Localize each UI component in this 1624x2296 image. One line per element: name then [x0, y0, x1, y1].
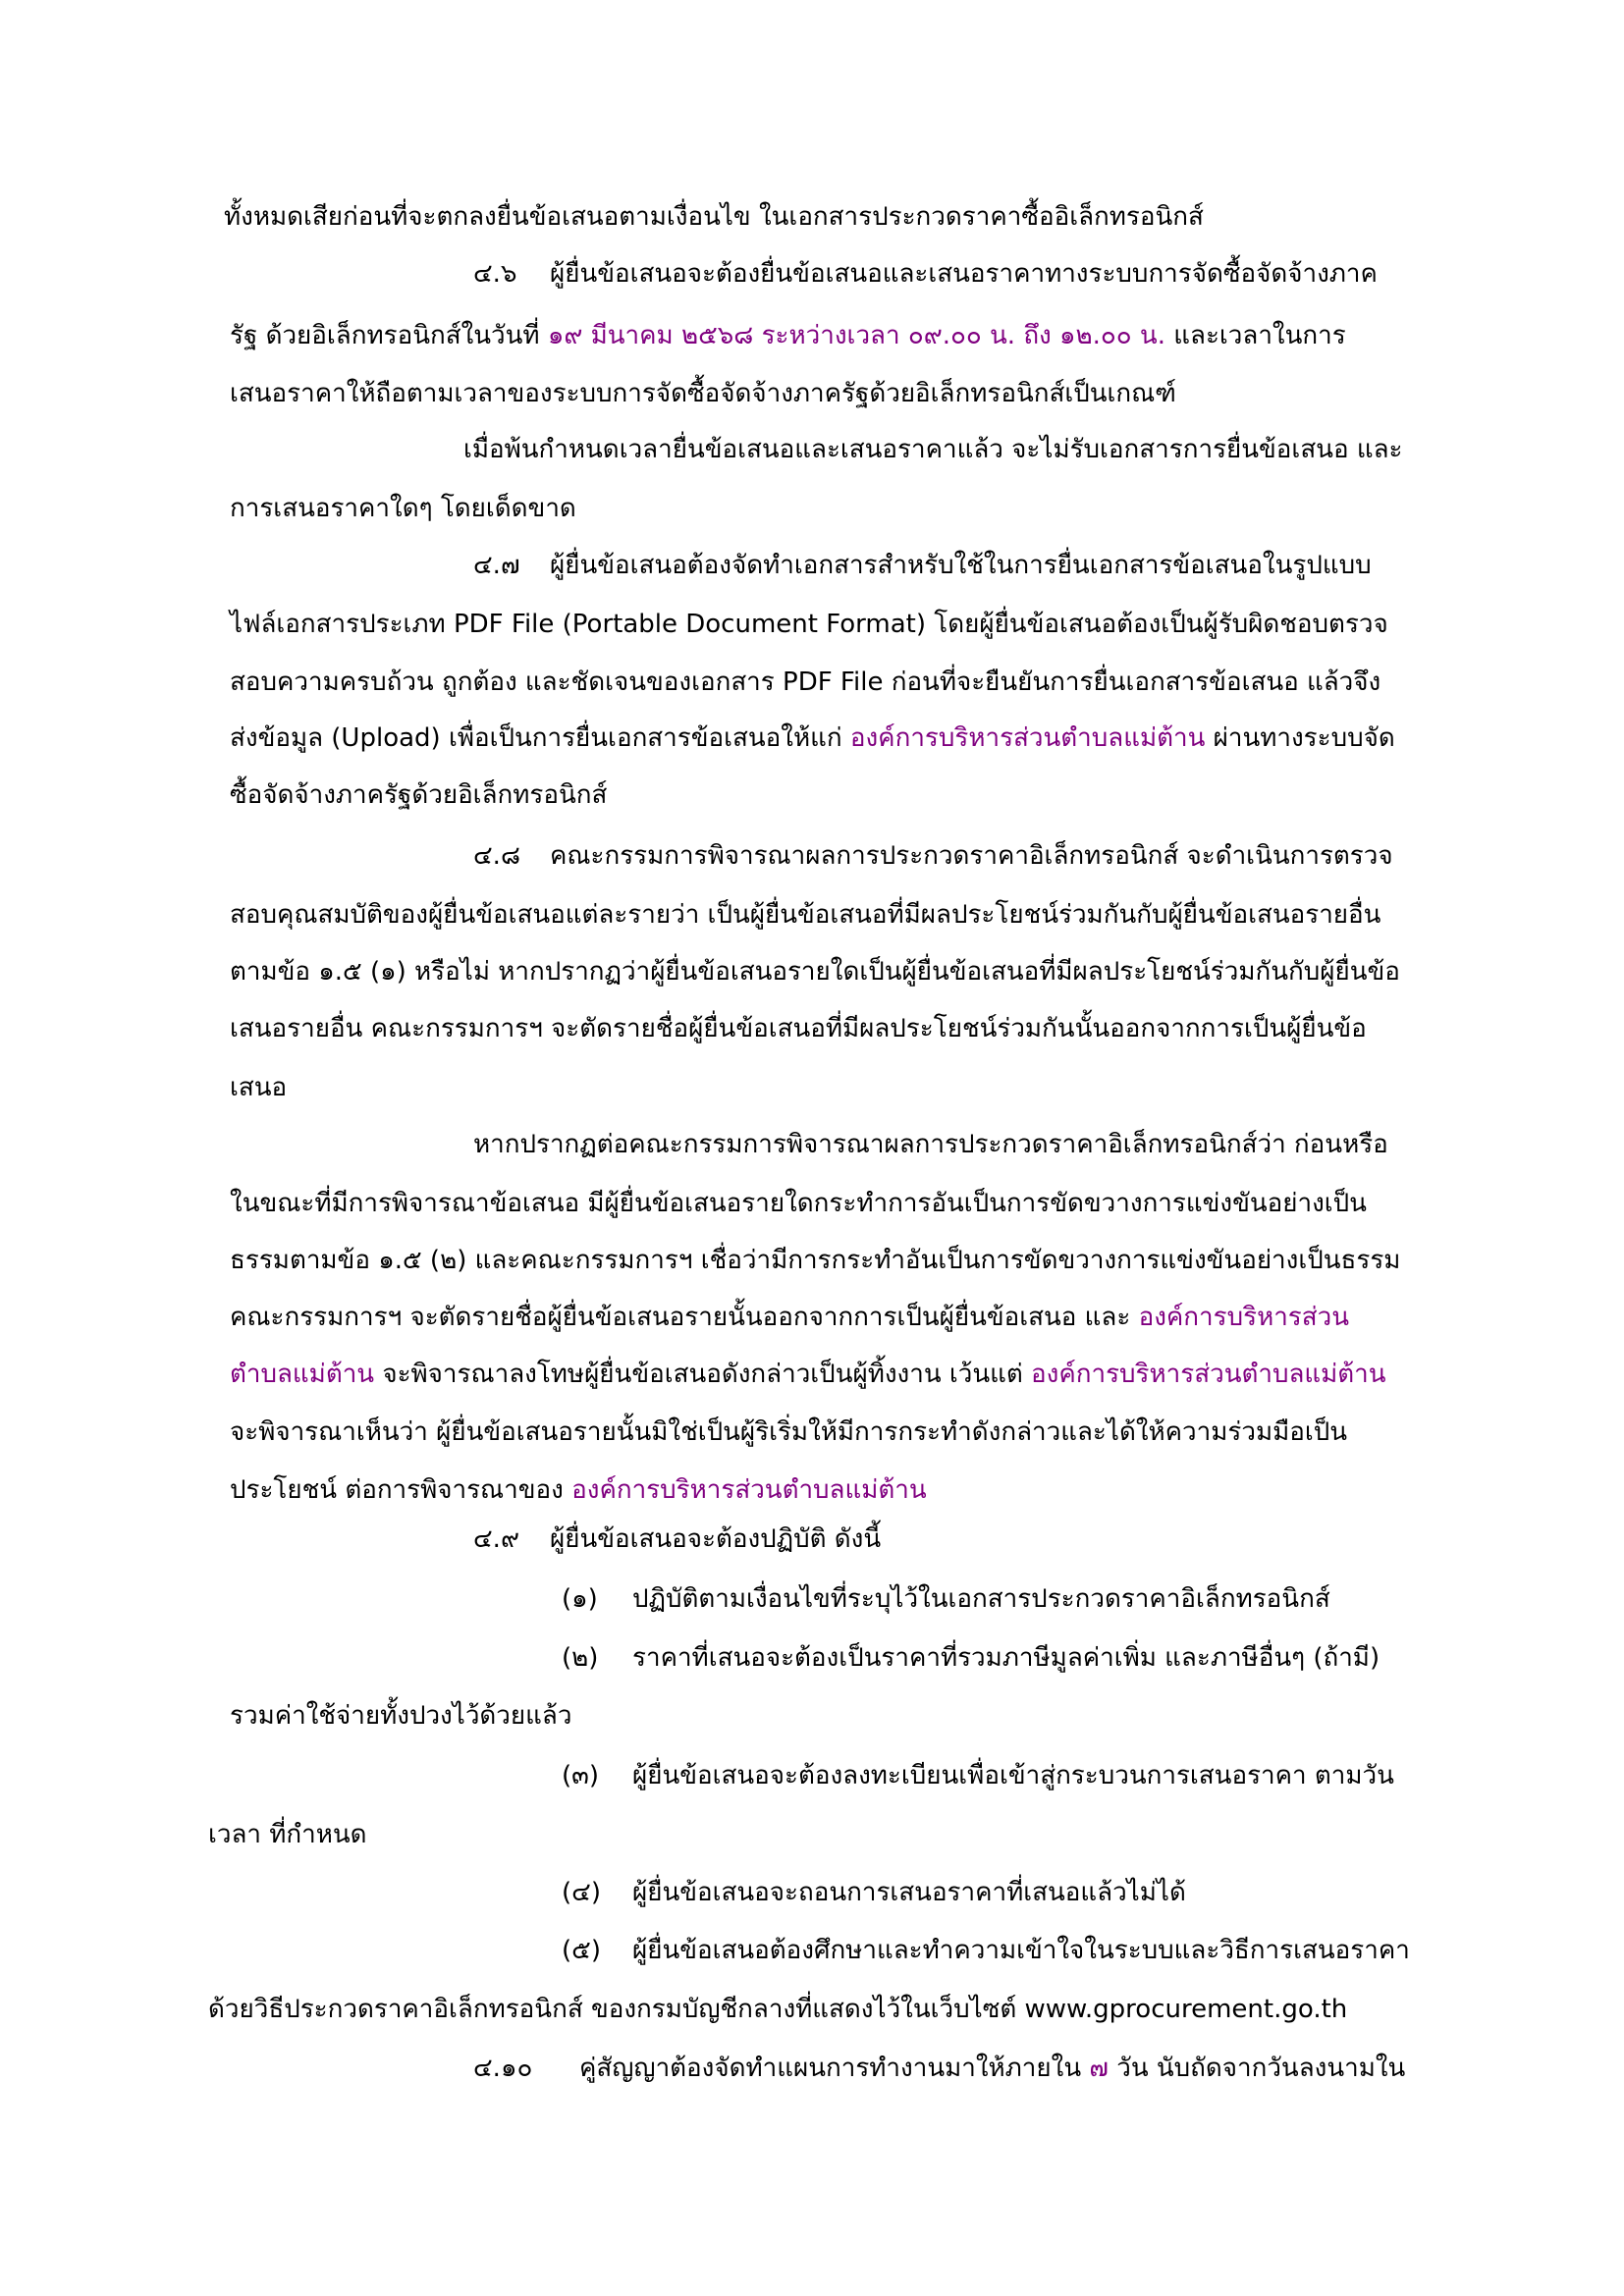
- list-item: ราคาที่เสนอจะต้องเป็นราคาที่รวมภาษีมูลค่าเพิ่ม และภาษีอื่นๆ (ถ้ามี): [632, 1643, 1380, 1673]
- text-line: ผู้ยื่นข้อเสนอจะต้องปฏิบัติ ดังนี้: [550, 1524, 882, 1554]
- text-line: เวลา ที่กำหนด: [208, 1820, 367, 1849]
- list-item: ปฏิบัติตามเงื่อนไขที่ระบุไว้ในเอกสารประกวดราคาอิเล็กทรอนิกส์: [632, 1584, 1330, 1614]
- list-item: ผู้ยื่นข้อเสนอจะถอนการเสนอราคาที่เสนอแล้วไม่ได้: [632, 1878, 1186, 1907]
- list-item-number: (๕): [562, 1936, 601, 1965]
- text-line: [230, 1360, 1386, 1390]
- text-line: สอบคุณสมบัติของผู้ยื่นข้อเสนอแต่ละรายว่า เป็นผู้ยื่นข้อเสนอที่มีผลประโยชน์ร่วมกันกับผู้ยื่นข้อเสนอรายอื่น: [230, 900, 1381, 930]
- section-number: ๔.๙: [473, 1524, 519, 1554]
- highlighted-org-name: ตำบลแม่ต้าน: [230, 1360, 375, 1389]
- text-run: คู่สัญญาต้องจัดทำแผนการทำงานมาให้ภายใน: [579, 2054, 1090, 2083]
- section-number: ๔.๑๐: [473, 2054, 533, 2083]
- text-run: ส่งข้อมูล (Upload) เพื่อเป็นการยื่นเอกสารข้อเสนอให้แก่: [230, 723, 850, 753]
- list-item-number: (๒): [562, 1643, 599, 1673]
- text-run: วัน นับถัดจากวันลงนามใน: [1108, 2054, 1406, 2083]
- text-line: คณะกรรมการพิจารณาผลการประกวดราคาอิเล็กทรอนิกส์ จะดำเนินการตรวจ: [550, 841, 1393, 871]
- highlighted-number: ๗: [1089, 2054, 1109, 2083]
- text-line: [230, 1303, 1349, 1333]
- text-line: ผู้ยื่นข้อเสนอต้องจัดทำเอกสารสำหรับใช้ในการยื่นเอกสารข้อเสนอในรูปแบบ: [550, 551, 1372, 580]
- section-number: ๔.๘: [473, 841, 521, 871]
- text-line: [579, 2054, 1405, 2084]
- text-line: ธรรมตามข้อ ๑.๕ (๒) และคณะกรรมการฯ เชื่อว่ามีการกระทำอันเป็นการขัดขวางการแข่งขันอย่างเป็นธรรม: [230, 1246, 1401, 1275]
- text-line: เสนอรายอื่น คณะกรรมการฯ จะตัดรายชื่อผู้ยื่นข้อเสนอที่มีผลประโยชน์ร่วมกันนั้นออกจากการเป็นผู้ยื่นข้อ: [230, 1014, 1367, 1043]
- text-line: เสนอ: [230, 1073, 288, 1102]
- text-line: สอบความครบถ้วน ถูกต้อง และชัดเจนของเอกสาร PDF File ก่อนที่จะยืนยันการยื่นเอกสารข้อเสนอ แล้วจึง: [230, 667, 1381, 697]
- list-item-number: (๓): [562, 1761, 600, 1790]
- list-item-number: (๔): [562, 1878, 601, 1907]
- list-item-number: (๑): [562, 1584, 598, 1614]
- text-line: เมื่อพ้นกำหนดเวลายื่นข้อเสนอและเสนอราคาแล้ว จะไม่รับเอกสารการยื่นข้อเสนอ และ: [463, 435, 1403, 464]
- highlighted-org-name: องค์การบริหารส่วนตำบลแม่ต้าน: [849, 723, 1206, 753]
- text-line: ทั้งหมดเสียก่อนที่จะตกลงยื่นข้อเสนอตามเงื่อนไข ในเอกสารประกวดราคาซื้ออิเล็กทรอนิกส์: [224, 202, 1204, 232]
- list-item: ผู้ยื่นข้อเสนอจะต้องลงทะเบียนเพื่อเข้าสู่กระบวนการเสนอราคา ตามวัน: [632, 1761, 1394, 1790]
- text-run: คณะกรรมการฯ จะตัดรายชื่อผู้ยื่นข้อเสนอรายนั้นออกจากการเป็นผู้ยื่นข้อเสนอ และ: [230, 1303, 1139, 1332]
- text-line: [230, 321, 1346, 351]
- text-run: และเวลาในการ: [1164, 321, 1346, 350]
- section-number: ๔.๖: [473, 259, 517, 289]
- text-run: ผ่านทางระบบจัด: [1205, 723, 1395, 753]
- text-line: ตามข้อ ๑.๕ (๑) หรือไม่ หากปรากฏว่าผู้ยื่นข้อเสนอรายใดเป็นผู้ยื่นข้อเสนอที่มีผลประโยชน์ร่วมกันกับผู้ยื่นข้อ: [230, 957, 1400, 987]
- section-number: ๔.๗: [473, 551, 520, 580]
- text-line: การเสนอราคาใดๆ โดยเด็ดขาด: [230, 494, 576, 523]
- text-line: ซื้อจัดจ้างภาครัฐด้วยอิเล็กทรอนิกส์: [230, 780, 608, 810]
- list-item: ผู้ยื่นข้อเสนอต้องศึกษาและทำความเข้าใจในระบบและวิธีการเสนอราคา: [632, 1936, 1410, 1965]
- text-line: [230, 723, 1395, 754]
- text-line: ผู้ยื่นข้อเสนอจะต้องยื่นข้อเสนอและเสนอราคาทางระบบการจัดซื้อจัดจ้างภาค: [550, 259, 1378, 289]
- text-line: หากปรากฏต่อคณะกรรมการพิจารณาผลการประกวดราคาอิเล็กทรอนิกส์ว่า ก่อนหรือ: [473, 1130, 1388, 1159]
- text-line: เสนอราคาให้ถือตามเวลาของระบบการจัดซื้อจัดจ้างภาครัฐด้วยอิเล็กทรอนิกส์เป็นเกณฑ์: [230, 379, 1176, 408]
- text-run: รัฐ ด้วยอิเล็กทรอนิกส์ในวันที่: [230, 321, 548, 350]
- highlighted-date: ๑๙ มีนาคม ๒๕๖๘ ระหว่างเวลา ๐๙.๐๐ น. ถึง ๑๒.๐๐ น.: [547, 321, 1165, 350]
- text-line: ด้วยวิธีประกวดราคาอิเล็กทรอนิกส์ ของกรมบัญชีกลางที่แสดงไว้ในเว็บไซต์ www.gprocurement.go.th: [208, 1995, 1348, 2024]
- text-line: ไฟล์เอกสารประเภท PDF File (Portable Document Format) โดยผู้ยื่นข้อเสนอต้องเป็นผู้รับผิดชอบตรวจ: [230, 610, 1388, 639]
- text-run: ประโยชน์ ต่อการพิจารณาของ: [230, 1475, 572, 1505]
- text-line: จะพิจารณาเห็นว่า ผู้ยื่นข้อเสนอรายนั้นมิใช่เป็นผู้ริเริ่มให้มีการกระทำดังกล่าวและได้ให้ความร่วมมือเป็น: [230, 1417, 1348, 1447]
- highlighted-org-name: องค์การบริหารส่วนตำบลแม่ต้าน: [571, 1475, 927, 1505]
- highlighted-org-name: องค์การบริหารส่วน: [1138, 1303, 1350, 1332]
- highlighted-org-name: องค์การบริหารส่วนตำบลแม่ต้าน: [1031, 1360, 1386, 1389]
- text-line: รวมค่าใช้จ่ายทั้งปวงไว้ด้วยแล้ว: [230, 1701, 572, 1731]
- text-line: [230, 1475, 927, 1506]
- text-run: จะพิจารณาลงโทษผู้ยื่นข้อเสนอดังกล่าวเป็นผู้ทิ้งงาน เว้นแต่: [374, 1360, 1032, 1389]
- text-line: ในขณะที่มีการพิจารณาข้อเสนอ มีผู้ยื่นข้อเสนอรายใดกระทำการอันเป็นการขัดขวางการแข่งขันอย่างเป็น: [230, 1189, 1367, 1218]
